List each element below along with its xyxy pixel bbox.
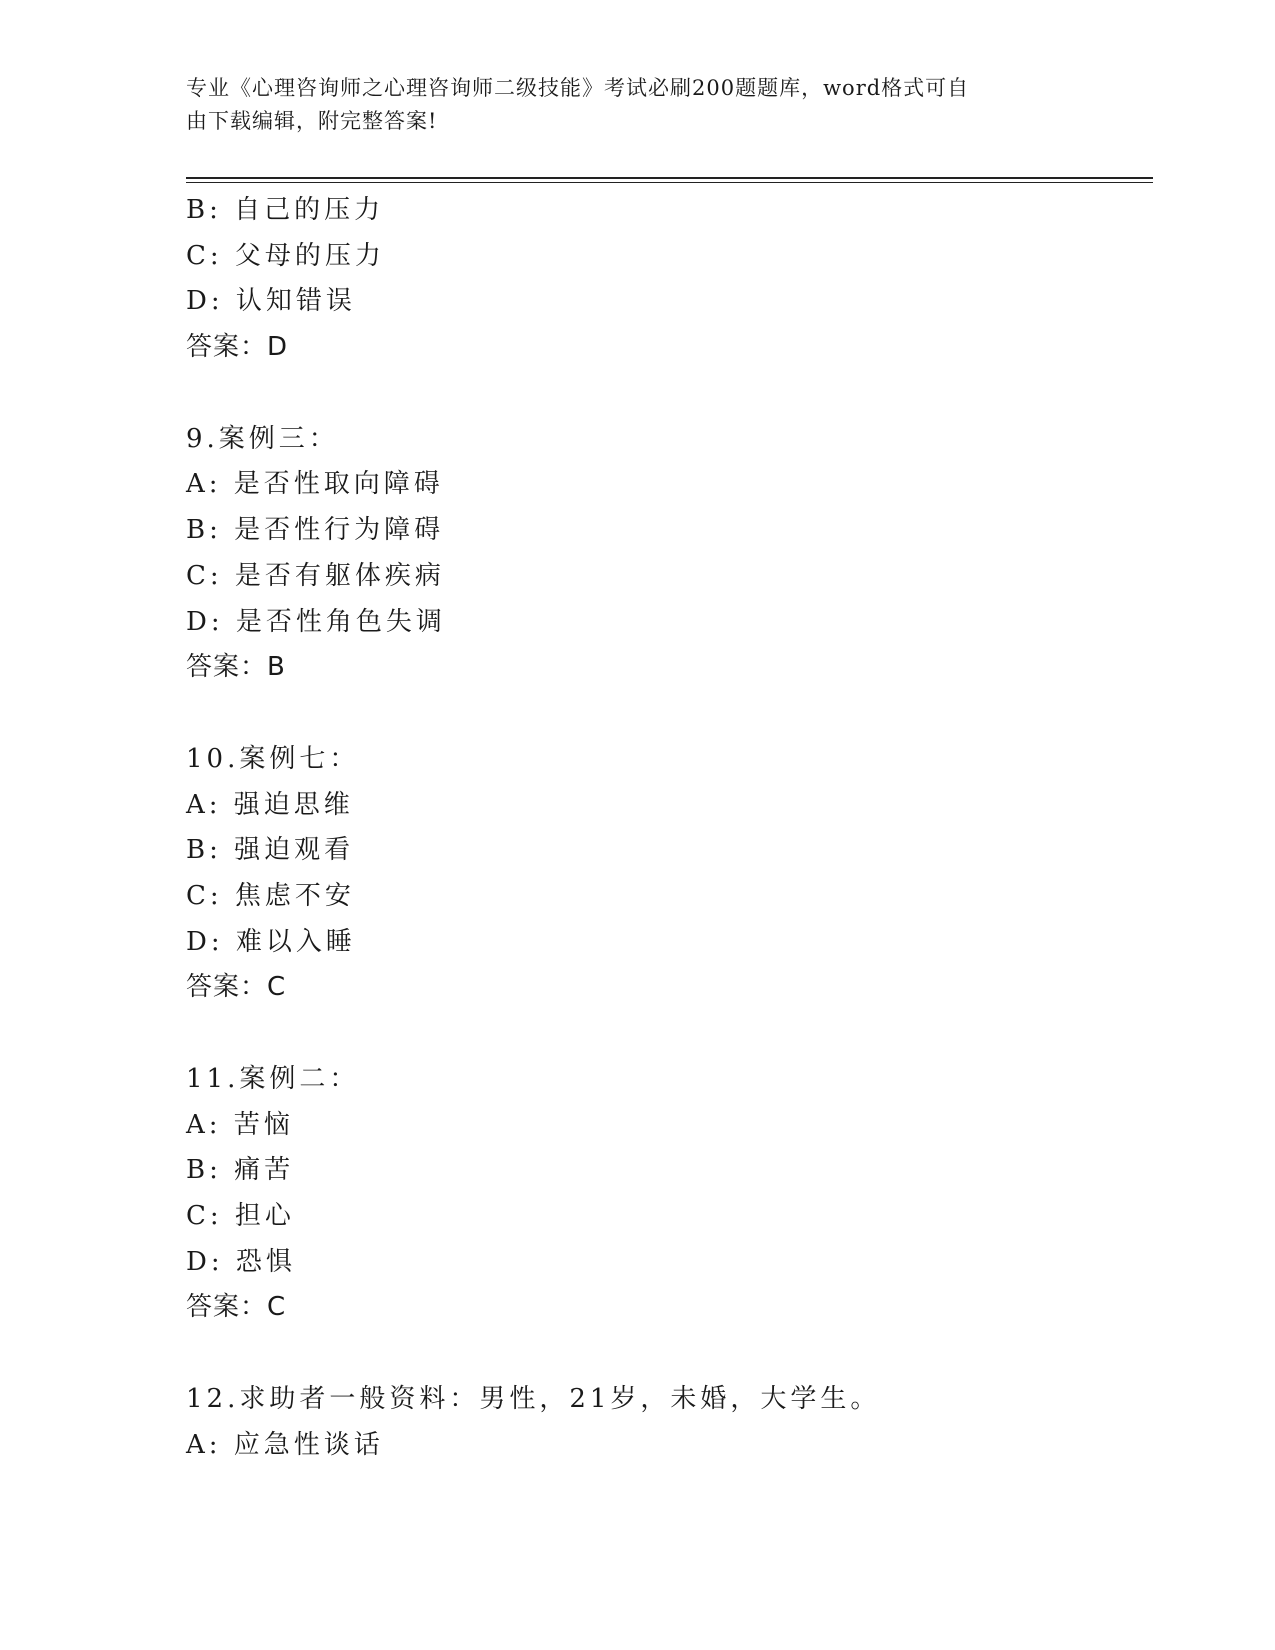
question-title: 9.案例三： (186, 423, 339, 454)
question-12 (186, 1377, 1146, 1468)
question-list (186, 188, 1146, 1469)
question-title: 12.求助者一般资料：男性，21岁，未婚，大学生。 (186, 1384, 881, 1415)
header-line-1: 专业《心理咨询师之心理咨询师二级技能》考试必刷200题题库，word格式可自 (186, 76, 970, 100)
option-a: A: 是否性取向障碍 (186, 469, 444, 500)
option-b: B: 强迫观看 (186, 835, 355, 866)
option-d: D: 难以入睡 (186, 926, 356, 957)
answer: 答案：C (186, 1292, 287, 1323)
answer: 答案：C (186, 972, 287, 1003)
option-c: C: 父母的压力 (186, 240, 385, 271)
option-d: D: 认知错误 (186, 286, 356, 317)
header-line-2: 由下载编辑，附完整答案! (186, 109, 438, 133)
option-a: A: 苦恼 (186, 1109, 294, 1140)
option-b: B: 是否性行为障碍 (186, 515, 445, 546)
header-divider-thin (186, 182, 1153, 183)
option-a: A: 应急性谈话 (186, 1429, 384, 1460)
option-c: C: 担心 (186, 1201, 295, 1232)
option-b: B: 自己的压力 (186, 195, 385, 225)
question-11 (186, 1057, 1146, 1331)
option-c: C: 是否有躯体疾病 (186, 560, 445, 591)
option-a: A: 强迫思维 (186, 789, 354, 820)
answer: 答案：B (186, 652, 286, 683)
question-8 (186, 188, 1146, 371)
header-divider (186, 177, 1153, 179)
option-d: D: 是否性角色失调 (186, 606, 446, 637)
question-9 (186, 417, 1146, 691)
option-b: B: 痛苦 (186, 1155, 295, 1186)
page-header (186, 72, 1086, 138)
option-c: C: 焦虑不安 (186, 880, 355, 911)
option-d: D: 恐惧 (186, 1246, 296, 1277)
question-title: 11.案例二： (186, 1064, 360, 1094)
question-title: 10.案例七： (186, 743, 360, 774)
question-10 (186, 737, 1146, 1011)
answer: 答案：D (186, 332, 289, 363)
